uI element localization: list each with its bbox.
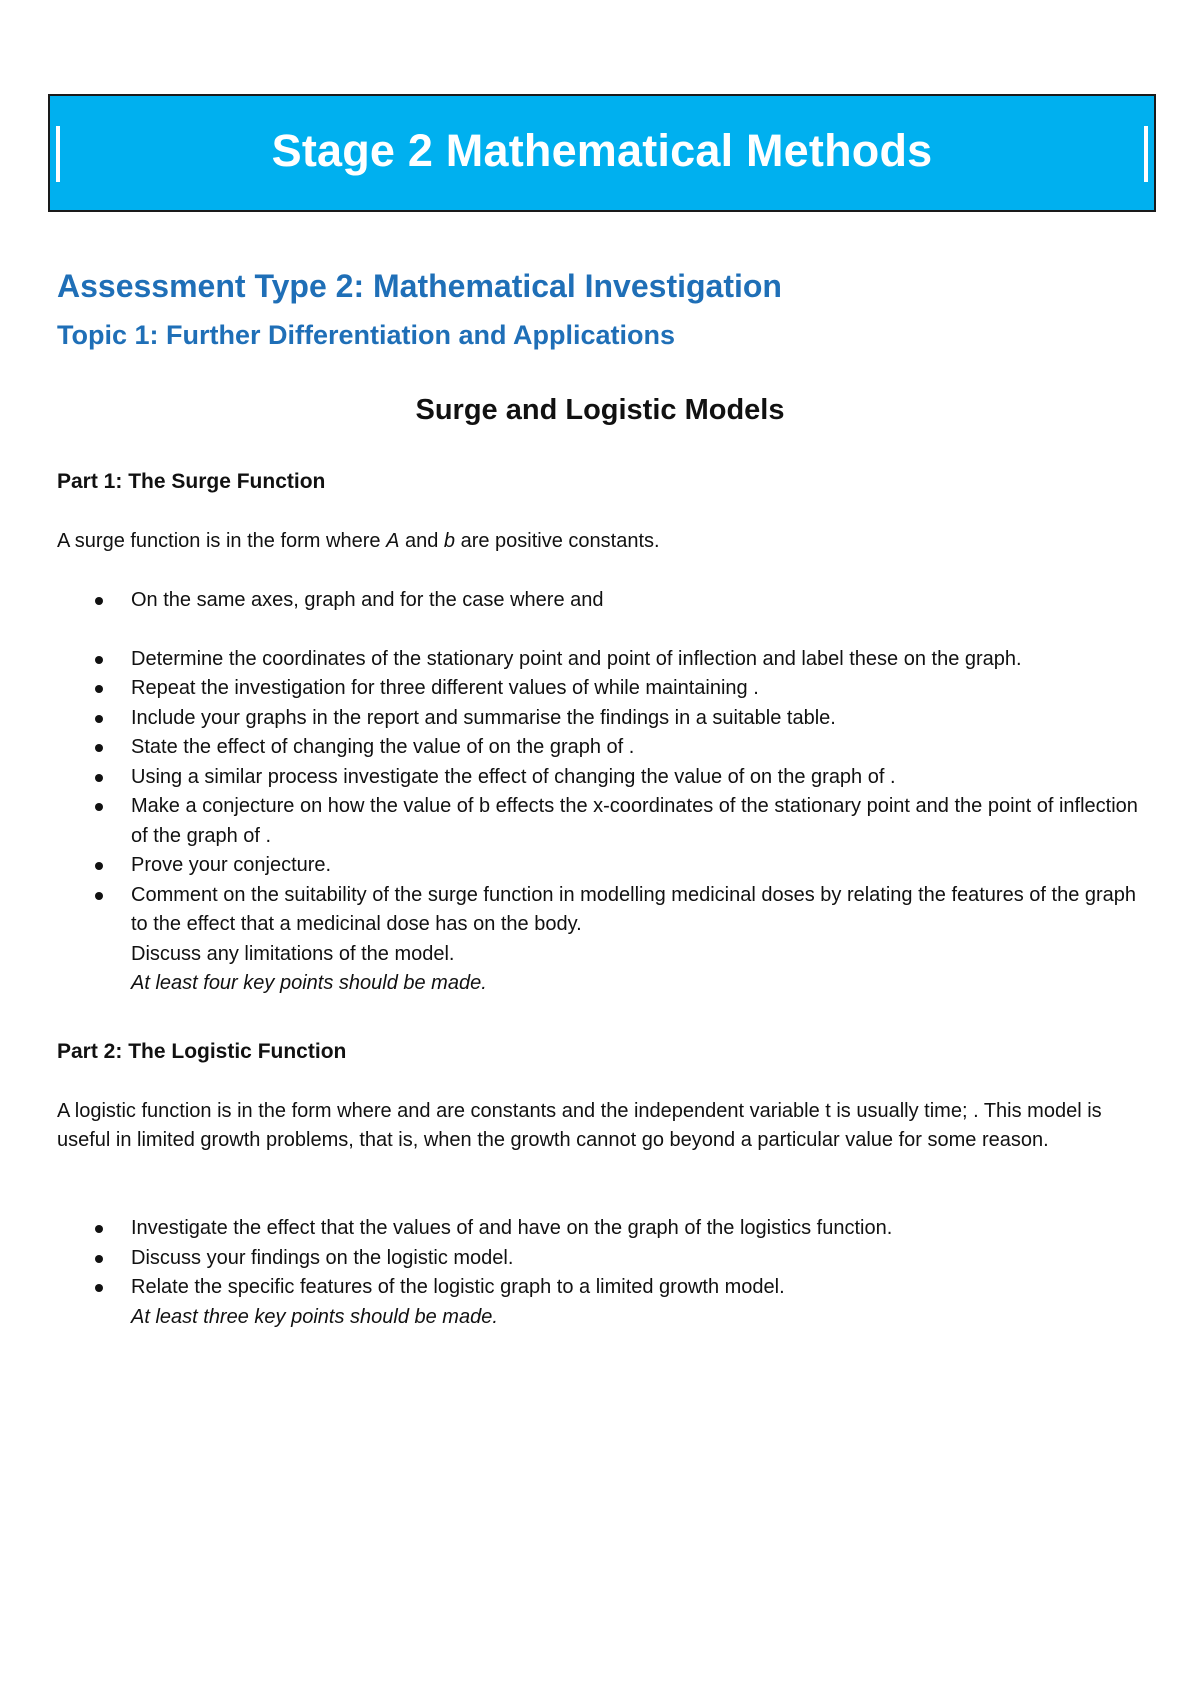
- part1-task-list: [57, 586, 1147, 999]
- list-item: [57, 733, 1147, 763]
- list-item: [57, 851, 1147, 881]
- list-item: [57, 763, 1147, 793]
- list-item-text: Using a similar process investigate the effect of changing the value of on the graph of .: [131, 765, 896, 788]
- banner-right-bar: [1144, 126, 1148, 182]
- part1-intro-b: and: [399, 530, 444, 552]
- bullet-icon: [95, 656, 103, 664]
- list-item-text: Make a conjecture on how the value of b effects the x-coordinates of the stationary point and the point of inflection of the graph of .: [131, 795, 1138, 847]
- list-item-text: Comment on the suitability of the surge function in modelling medicinal doses by relating the features of the graph to the effect that a medicinal dose has on the body.: [131, 883, 1137, 935]
- list-item-text: Relate the specific features of the logistic graph to a limited growth model.: [131, 1276, 785, 1298]
- key-points-note: At least four key points should be made.: [131, 972, 487, 994]
- list-item: [57, 881, 1147, 999]
- bullet-icon: [95, 685, 103, 693]
- part1-title: Part 1: The Surge Function: [57, 470, 326, 493]
- title-banner: [48, 94, 1156, 212]
- part2-title: Part 2: The Logistic Function: [57, 1040, 347, 1063]
- bullet-icon: [95, 597, 103, 605]
- list-item: [57, 674, 1147, 704]
- document-title: Surge and Logistic Models: [415, 394, 785, 426]
- part1-intro: [57, 527, 1147, 556]
- list-item: [57, 586, 1147, 616]
- list-item-text: Discuss your findings on the logistic model.: [131, 1246, 514, 1269]
- bullet-icon: [95, 774, 103, 782]
- bullet-icon: [95, 862, 103, 870]
- list-item-text: Prove your conjecture.: [131, 854, 332, 876]
- list-item: [57, 704, 1147, 734]
- bullet-icon: [95, 1255, 103, 1263]
- bullet-icon: [95, 1225, 103, 1233]
- list-item-text: Include your graphs in the report and summarise the findings in a suitable table.: [131, 706, 836, 729]
- key-points-note: At least three key points should be made.: [131, 1305, 498, 1328]
- list-item-text: On the same axes, graph and for the case where and: [131, 589, 604, 611]
- list-item: [57, 1273, 1147, 1332]
- list-item: [57, 1214, 1147, 1244]
- bullet-icon: [95, 744, 103, 752]
- list-item-text: Investigate the effect that the values of and have on the graph of the logistics function.: [131, 1217, 893, 1239]
- assessment-type-heading: Assessment Type 2: Mathematical Investigation: [57, 268, 782, 304]
- bullet-icon: [95, 1284, 103, 1292]
- part1-intro-bvar: b: [443, 530, 456, 552]
- list-item-text: Determine the coordinates of the stationary point and point of inflection and label these on the graph.: [131, 647, 1022, 670]
- part1-intro-a: A surge function is in the form where: [57, 530, 387, 552]
- list-item-text: Repeat the investigation for three different values of while maintaining .: [131, 677, 759, 699]
- part1-intro-c: are positive constants.: [455, 530, 660, 552]
- part2-intro: A logistic function is in the form where and are constants and the independent variable t is usually time; . This model is useful in limited growth problems, that is, when the growth cannot go beyond a particular value for some reason.: [57, 1100, 1102, 1151]
- list-item-text: State the effect of changing the value of on the graph of .: [131, 736, 635, 758]
- list-item-text: Discuss any limitations of the model.: [131, 942, 455, 965]
- list-item: [57, 645, 1147, 675]
- topic-heading: Topic 1: Further Differentiation and Applications: [57, 320, 676, 350]
- part1-intro-A: A: [386, 530, 400, 552]
- bullet-icon: [95, 803, 103, 811]
- document-header-title: Stage 2 Mathematical Methods: [271, 125, 933, 176]
- bullet-icon: [95, 892, 103, 900]
- list-item: [57, 792, 1147, 851]
- part2-task-list: [57, 1214, 1147, 1332]
- list-item: [57, 1244, 1147, 1274]
- banner-left-bar: [56, 126, 60, 182]
- bullet-icon: [95, 715, 103, 723]
